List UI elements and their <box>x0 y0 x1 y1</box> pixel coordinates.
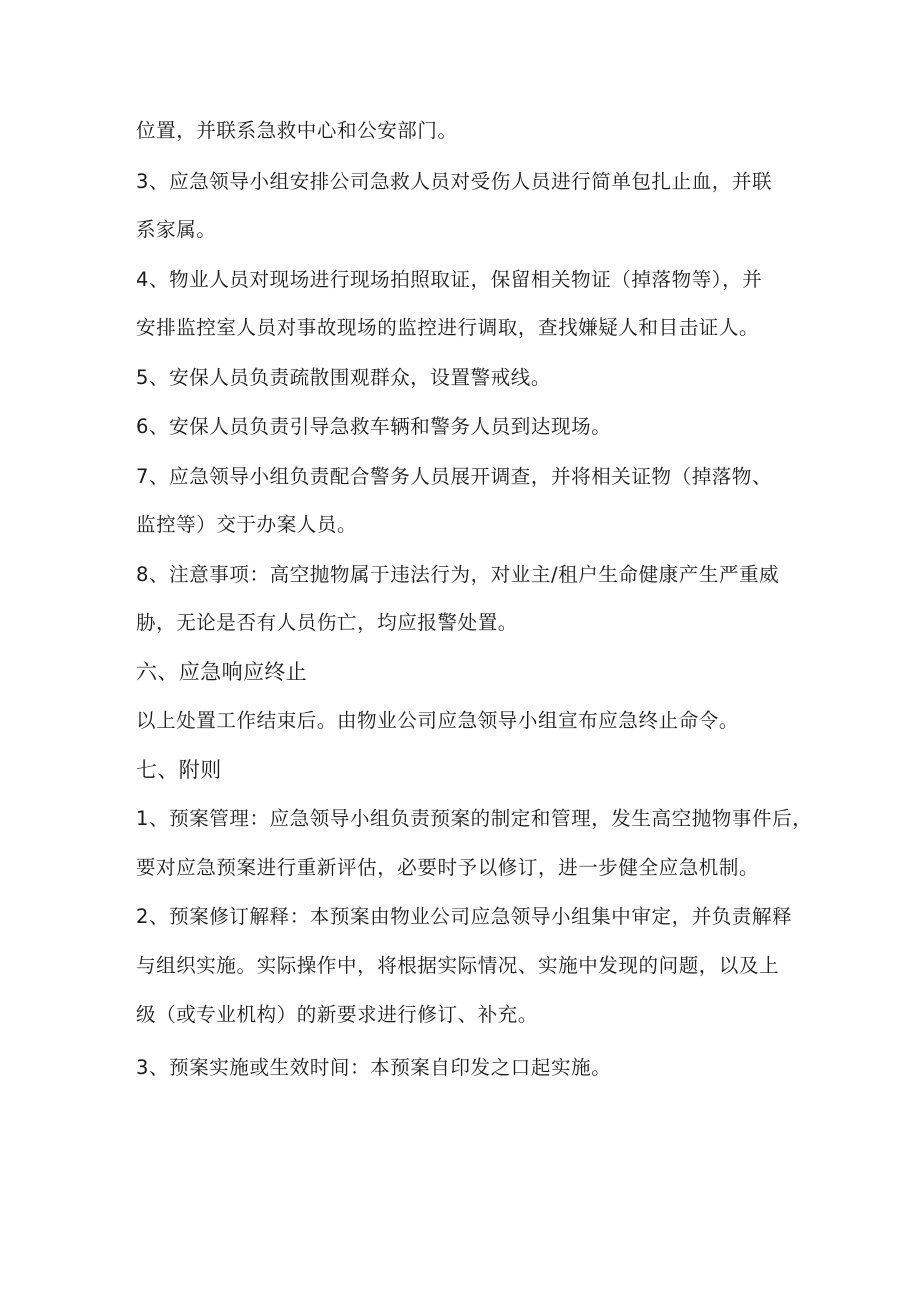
paragraph-line: 5、安保人员负责疏散围观群众，设置警戒线。 <box>136 366 552 389</box>
paragraph-line: 7、应急领导小组负责配合警务人员展开调查，并将相关证物（掉落物、 <box>136 465 773 488</box>
paragraph-line: 8、注意事项：高空抛物属于违法行为，对业主/租户生命健康产生严重威 <box>136 563 780 586</box>
paragraph-line: 4、物业人员对现场进行现场拍照取证，保留相关物证（掉落物等），并 <box>136 268 763 291</box>
section-heading: 七、附则 <box>136 758 222 782</box>
paragraph-line: 要对应急预案进行重新评估，必要时予以修订，进一步健全应急机制。 <box>136 856 760 879</box>
paragraph-line: 级（或专业机构）的新要求进行修订、补充。 <box>136 1003 539 1026</box>
paragraph-line: 系家属。 <box>136 218 217 241</box>
paragraph-line: 与组织实施。实际操作中，将根据实际情况、实施中发现的问题，以及上 <box>136 954 780 977</box>
section-heading: 六、应急响应终止 <box>136 660 308 684</box>
paragraph-line: 6、安保人员负责引导急救车辆和警务人员到达现场。 <box>136 415 612 438</box>
paragraph-line: 胁，无论是否有人员伤亡，均应报警处置。 <box>136 611 518 634</box>
paragraph-line: 3、应急领导小组安排公司急救人员对受伤人员进行简单包扎止血，并联 <box>136 170 773 193</box>
paragraph-line: 2、预案修订解释：本预案由物业公司应急领导小组集中审定，并负责解释 <box>136 905 793 928</box>
paragraph-line: 以上处置工作结束后。由物业公司应急领导小组宣布应急终止命令。 <box>136 709 740 732</box>
paragraph-line: 3、预案实施或生效时间：本预案自印发之口起实施。 <box>136 1056 612 1079</box>
paragraph-line: 监控等）交于办案人员。 <box>136 513 358 536</box>
paragraph-line: 安排监控室人员对事故现场的监控进行调取，查找嫌疑人和目击证人。 <box>136 316 760 339</box>
paragraph-line: 位置，并联系急救中心和公安部门。 <box>136 119 458 142</box>
paragraph-line: 1、预案管理：应急领导小组负责预案的制定和管理，发生高空抛物事件后， <box>136 807 813 830</box>
